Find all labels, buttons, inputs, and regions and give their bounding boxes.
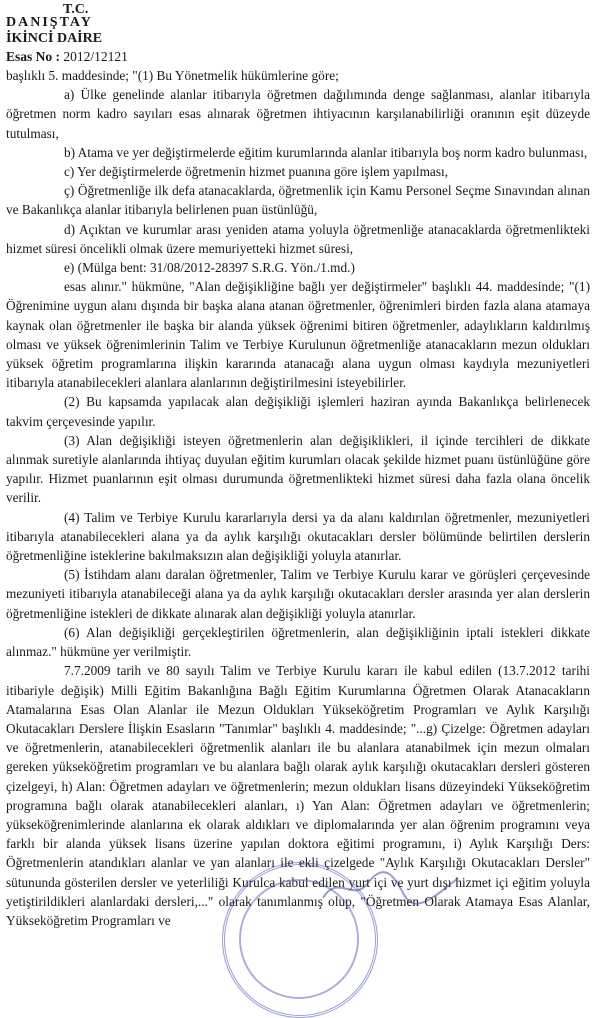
paragraph: c) Yer değiştirmelerde öğretmenin hizmet puanına göre işlem yapılması,: [64, 164, 449, 180]
paragraph: (5) İstihdam alanı daralan öğretmenler, Talim ve Terbiye Kurulu karar ve görüşleri çerçevesinde mezuniyeti itibarıyla atanabileceği alana ya da aylık karşılığı okutacakları dersler arasında yer alan derslerin öğretmenliğine istekleri de dikkate alınarak alan değişikliği yoluyla atanırlar.: [6, 567, 590, 621]
paragraph: d) Açıktan ve kurumlar arası yeniden atama yoluyla öğretmenliğe atanacaklarda öğretmenlikteki hizmet süresi öncelikli olmak üzere memuriyetteki hizmet süresi,: [6, 221, 590, 256]
paragraph: (2) Bu kapsamda yapılacak alan değişikliği işlemleri haziran ayında Bakanlıkça belirlenecek takvim çerçevesinde yapılır.: [6, 394, 590, 429]
case-number-label: Esas No :: [6, 49, 61, 64]
case-number: [6, 50, 128, 64]
header-chamber: İKİNCİ DAİRE: [6, 31, 103, 46]
paragraph: (4) Talim ve Terbiye Kurulu kararlarıyla dersi ya da alanı kaldırılan öğretmenler, mezuniyetleri itibarıyla atanabilecekleri alana ya da aylık karşılığı okutacakları dersler bölümünde belirtilen derslerin öğretmenliğine isteklerine bakılmaksızın alan değişikliği yoluyla atanırlar.: [6, 509, 590, 564]
paragraph: (3) Alan değişikliği isteyen öğretmenlerin alan değişiklikleri, il içinde tercihleri de dikkate alınmak suretiyle alanlarında ihtiyaç duyulan eğitim kurumları olacak şekilde hizmet puanı üstünlüğüne göre yapılır. Hizmet puanlarının eşit olması durumunda öğretmenlikteki hizmet süresi daha fazla olana öncelik verilir.: [6, 432, 590, 506]
paragraph: a) Ülke genelinde alanlar itibarıyla öğretmen dağılımında denge sağlanması, alanlar itibarıyla öğretmen norm kadro sayıları esas alınarak öğretmen ihtiyacının karşılanabilirliği oranının eşit düzeyde tutulması,: [6, 87, 590, 141]
paragraph: başlıklı 5. maddesinde; "(1) Bu Yönetmelik hükümlerine göre;: [6, 68, 339, 83]
paragraph: (6) Alan değişikliği gerçekleştirilen öğretmenlerin, alan değişikliğinin iptali istekleri dikkate alınmaz." hükmüne yer verilmiştir.: [6, 624, 590, 660]
paragraph: esas alınır." hükmüne, "Alan değişikliğine bağlı yer değiştirmeler" başlıklı 44. maddesinde; "(1) Öğrenimine uygun alanı dışında bir başka alana atanan öğretmenler, öğrenimleri birden fazla alana atamaya kaynak olan öğretmenler ile başka bir alanda yüksek öğrenimi bitiren öğretmenler, adaylıkların kaldırılmış olması ve yüksek öğrenimlerinin Talim ve Terbiye Kurulunun öğretmenliğe atanacakların mezun oldukları yüksek öğretim programlarına ilişkin kararında atanacağı alana uygun olması kaydıyla mezuniyetleri itibarıyla atanabilecekleri alanlara alanlarının değiştirilmesini isteyebilirler.: [6, 279, 590, 391]
paragraph: ç) Öğretmenliğe ilk defa atanacaklarda, öğretmenlik için Kamu Personel Seçme Sınavından alınan ve Bakanlıkça alanlar itibarıyla belirlenen puan üstünlüğü,: [6, 183, 590, 218]
header-court: DANIŞTAY: [6, 15, 93, 30]
document-body: [6, 66, 590, 930]
header-tc: T.C.: [63, 2, 89, 17]
case-number-value: 2012/12121: [63, 49, 128, 64]
paragraph: 7.7.2009 tarih ve 80 sayılı Talim ve Terbiye Kurulu kararı ile kabul edilen (13.7.2012 tarihi itibariyle değişik) Milli Eğitim Bakanlığına Bağlı Eğitim Kurumlarına Öğretmen Olarak Atanacakların Atamalarına Esas Olan Alanlar ile Mezun Oldukları Yükseköğretim Programları ve Aylık Karşılığı Okutacakları Derslere İlişkin Esasların "Tanımlar" başlıklı 4. maddesinde; "...g) Çizelge: Öğretmen adayları ve öğretmenlerin, atanabilecekleri öğretmenlik alanları ile bu alanlara atanabilmek için mezun olmaları gereken yükseköğretim programları ve bu alanlara bağlı olarak aylık karşılığı okutacakları dersleri gösteren çizelgeyi, h) Alan: Öğretmen adayları ve öğretmenlerin; mezun oldukları lisans düzeyindeki Yükseköğretim programına bağlı olarak atanabilecekleri alanları, ı) Yan Alan: Öğretmen adayları ve öğretmenlerin; yükseköğrenimlerinde alanlarına ek olarak aldıkları ve diplomalarında yer alan öğrenim programını veya farklı bir alanda yüksek lisans üzerine yapılan doktora eğitimi programını, i) Aylık Karşılığı Ders: Öğretmenlerin atandıkları alanlar ve yan alanları ile ekli çizelgede "Aylık Karşılığı Okutacakları Dersler" sütununda gösterilen dersler ve yeterliliği Kurulca kabul edilen yurt içi ve yurt dışı hizmet içi eğitim yoluyla yetiştirildikleri alanlardaki dersleri,..." olarak tanımlanmış olup, "Öğretmen Olarak Atamaya Esas Alanlar, Yükseköğretim Programları ve: [6, 663, 590, 928]
paragraph: e) (Mülga bent: 31/08/2012-28397 S.R.G. Yön./1.md.): [64, 260, 355, 276]
paragraph: b) Atama ve yer değiştirmelerde eğitim kurumlarında alanlar itibarıyla boş norm kadro bulunması,: [64, 144, 588, 160]
signature-mark: [318, 868, 468, 908]
